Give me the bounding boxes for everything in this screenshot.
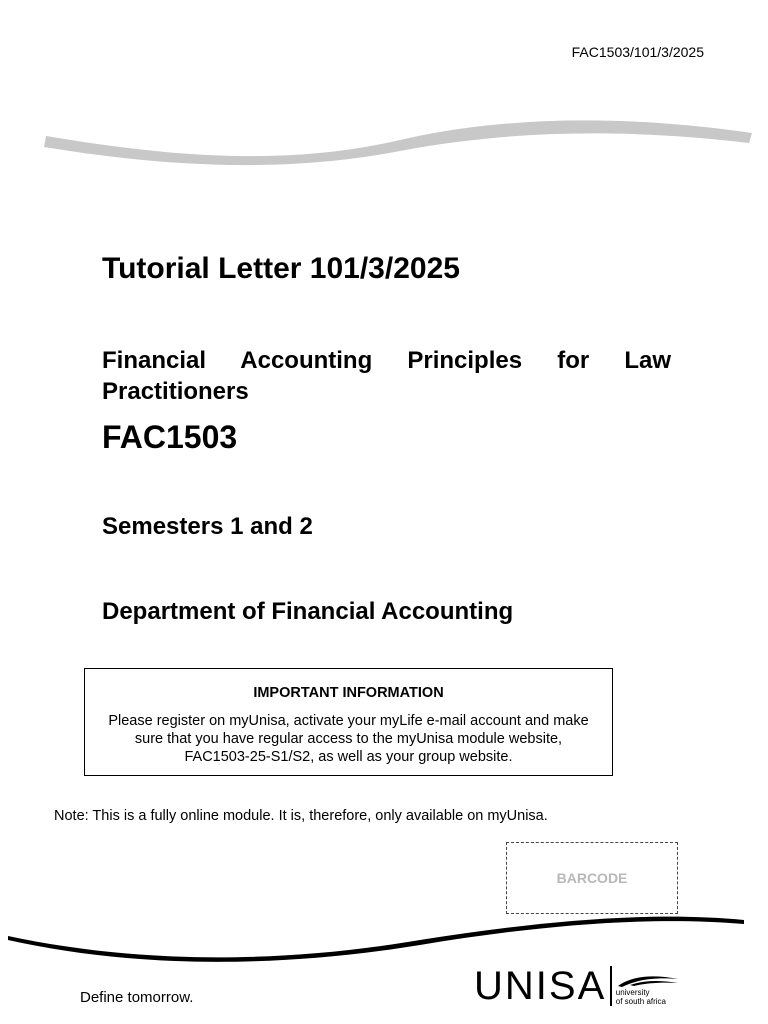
important-information-box: [84, 668, 613, 776]
swoosh-top-path: [44, 120, 752, 165]
unisa-wing-icon: [616, 974, 680, 988]
barcode-label: BARCODE: [556, 870, 628, 886]
brand-name: UNISA: [474, 964, 607, 1008]
department: Department of Financial Accounting: [102, 598, 514, 625]
semesters: Semesters 1 and 2: [102, 513, 313, 540]
page-title: Tutorial Letter 101/3/2025: [102, 252, 460, 285]
important-body: Please register on myUnisa, activate your myLife e-mail account and make sure that you have regular access to the myUnisa module website, FAC1503-25-S1/S2, as well as your group website.: [108, 713, 589, 765]
module-name: Financial Accounting Principles for Law Practitioners: [102, 347, 671, 405]
online-module-note: Note: This is a fully online module. It is, therefore, only available on myUnisa.: [54, 808, 548, 824]
decorative-swoosh-bottom: [0, 905, 768, 965]
brand-sub-university: university: [615, 988, 650, 997]
brand-divider: [610, 966, 612, 1006]
swoosh-bottom-path: [8, 917, 744, 962]
important-heading: IMPORTANT INFORMATION: [253, 685, 444, 701]
module-code: FAC1503: [102, 419, 238, 455]
decorative-swoosh-top: [0, 100, 768, 180]
document-reference: FAC1503/101/3/2025: [571, 44, 704, 60]
brand-side: [616, 966, 680, 1006]
brand-sub-south-africa: of south africa: [615, 997, 666, 1006]
tagline: Define tomorrow.: [80, 989, 194, 1006]
unisa-logo: [474, 964, 680, 1008]
barcode-placeholder: [506, 842, 678, 914]
